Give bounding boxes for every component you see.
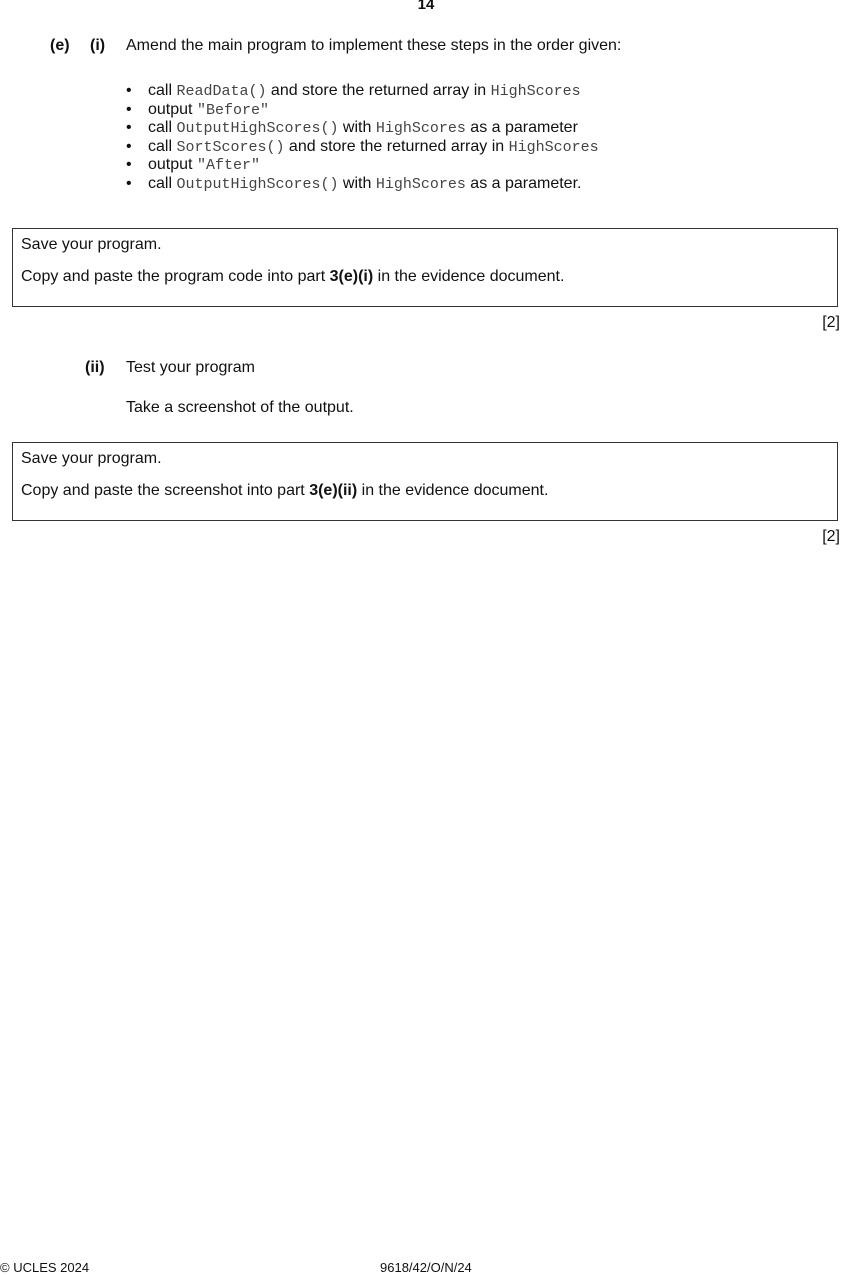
step-code: HighScores: [375, 120, 466, 138]
step-text: call: [148, 174, 177, 192]
step-item: [126, 175, 599, 194]
step-code: HighScores: [508, 138, 599, 156]
footer-code: 9618/42/O/N/24: [380, 1260, 472, 1275]
step-code: HighScores: [375, 175, 466, 193]
box2-line1: Save your program.: [21, 450, 162, 467]
step-code: HighScores: [490, 83, 581, 100]
step-text: and store the returned array in: [266, 82, 491, 99]
step-code: ReadData(): [176, 83, 267, 100]
box2-line2: Copy and paste the screenshot into part 3(e)(ii) in the evidence document.: [21, 482, 549, 499]
step-item: [126, 82, 599, 101]
step-item: [126, 138, 599, 157]
step-code: OutputHighScores(): [176, 120, 339, 138]
step-text: with: [338, 174, 376, 192]
instruction-box-2: [12, 442, 838, 521]
step-text: as a parameter.: [465, 174, 582, 192]
step-text: output: [148, 156, 197, 174]
step-text: output: [148, 100, 197, 118]
marks-e-ii: [2]: [822, 528, 840, 545]
steps-list: [126, 82, 599, 194]
box1-line2: Copy and paste the program code into part 3(e)(i) in the evidence document.: [21, 268, 565, 285]
question-ii-line1: Test your program: [126, 359, 255, 376]
question-label-e: (e): [50, 37, 70, 54]
step-code: "After": [196, 157, 260, 175]
step-item: [126, 156, 599, 175]
footer-copyright: © UCLES 2024: [0, 1260, 90, 1275]
step-code: OutputHighScores(): [176, 175, 339, 193]
instruction-box-1: [12, 228, 838, 307]
question-ii-line2: Take a screenshot of the output.: [126, 399, 354, 416]
question-label-i: (i): [90, 37, 106, 54]
step-text: call: [148, 82, 177, 99]
marks-e-i: [2]: [822, 314, 840, 331]
step-item: [126, 119, 599, 138]
step-code: SortScores(): [176, 138, 285, 156]
box1-line1: Save your program.: [21, 236, 162, 253]
step-text: call: [148, 119, 177, 137]
step-text: call: [148, 137, 177, 155]
question-label-ii: (ii): [85, 359, 105, 376]
page-number: 14: [417, 0, 435, 13]
step-code: "Before": [196, 101, 269, 119]
step-item: [126, 101, 599, 120]
step-text: as a parameter: [465, 119, 578, 137]
step-text: with: [338, 119, 376, 137]
step-text: and store the returned array in: [284, 137, 509, 155]
question-intro: Amend the main program to implement these steps in the order given:: [126, 37, 622, 54]
